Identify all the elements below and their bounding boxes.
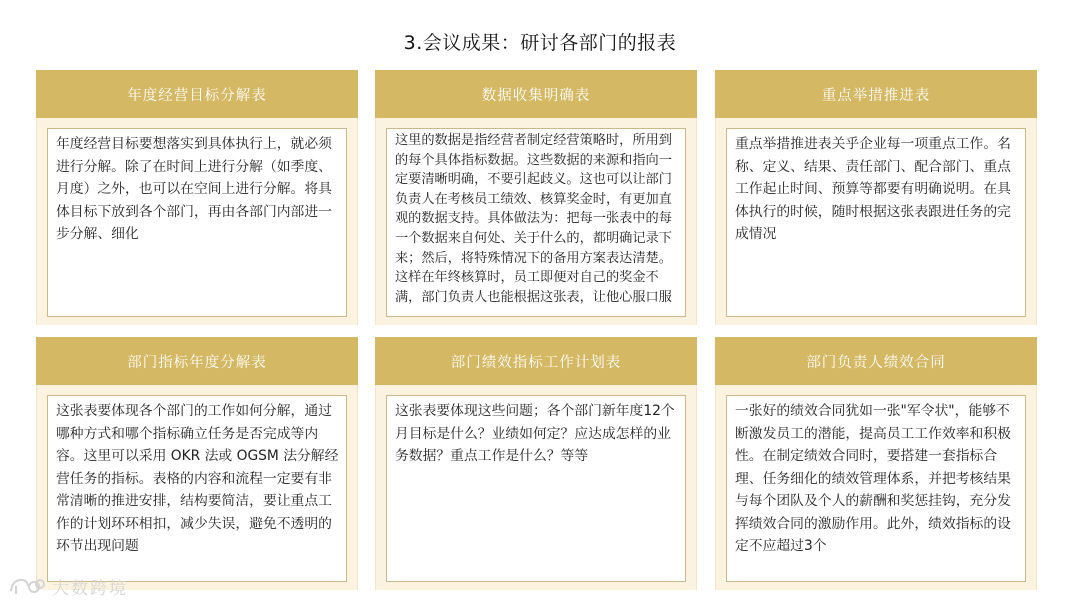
card-body [375,118,697,325]
card-heading: 年度经营目标分解表 [36,70,358,118]
watermark [8,574,128,599]
card-body [36,385,358,590]
card-heading: 重点举措推进表 [715,70,1037,118]
card-heading: 部门绩效指标工作计划表 [375,337,697,385]
card-body [715,385,1037,590]
watermark-logo-icon [8,576,46,598]
card-text: 这里的数据是指经营者制定经营策略时，所用到的每个具体指标数据。这些数据的来源和指向一定要清晰明确，不要引起歧义。这也可以让部门负责人在考核员工绩效、核算奖金时，有更加直观的数据支持。具体做法为：把每一张表中的每一个数据来自何处、关于什么的，都明确记录下来；然后，将特殊情况下的备用方案表达清楚。这样在年终核算时，员工即便对自己的奖金不满，部门负责人也能根据这张表，让他心服口服 [386,128,686,317]
card-body [375,385,697,590]
card-department-annual-breakdown [36,337,358,590]
card-heading: 部门负责人绩效合同 [715,337,1037,385]
card-body [715,118,1037,325]
card-heading: 数据收集明确表 [375,70,697,118]
card-manager-contract [715,337,1037,590]
card-text: 这张表要体现这些问题；各个部门新年度12个月目标是什么？业绩如何定？应达成怎样的业务数据？重点工作是什么？等等 [386,395,686,582]
card-annual-target-breakdown [36,70,358,325]
card-body [36,118,358,325]
card-text: 年度经营目标要想落实到具体执行上，就必须进行分解。除了在时间上进行分解（如季度、月度）之外，也可以在空间上进行分解。将具体目标下放到各个部门，再由各部门内部进一步分解、细化 [47,128,347,317]
card-text: 重点举措推进表关乎企业每一项重点工作。名称、定义、结果、责任部门、配合部门、重点工作起止时间、预算等都要有明确说明。在具体执行的时候，随时根据这张表跟进任务的完成情况 [726,128,1026,317]
card-key-initiatives [715,70,1037,325]
card-text: 这张表要体现各个部门的工作如何分解，通过哪种方式和哪个指标确立任务是否完成等内容。这里可以采用 OKR 法或 OGSM 法分解经营任务的指标。表格的内容和流程一定要有非常清晰的推进安排，结构要简洁，要让重点工作的计划环环相扣，减少失误，避免不透明的环节出现问题 [47,395,347,582]
card-performance-plan [375,337,697,590]
page-title: 3.会议成果：研讨各部门的报表 [403,32,677,54]
card-heading: 部门指标年度分解表 [36,337,358,385]
card-text: 一张好的绩效合同犹如一张"军令状"，能够不断激发员工的潜能，提高员工工作效率和积极性。在制定绩效合同时，要搭建一套指标合理、任务细化的绩效管理体系，并把考核结果与每个团队及个人的薪酬和奖惩挂钩，充分发挥绩效合同的激励作用。此外，绩效指标的设定不应超过3个 [726,395,1026,582]
watermark-text: 大数跨境 [52,579,128,599]
card-data-collection [375,70,697,325]
